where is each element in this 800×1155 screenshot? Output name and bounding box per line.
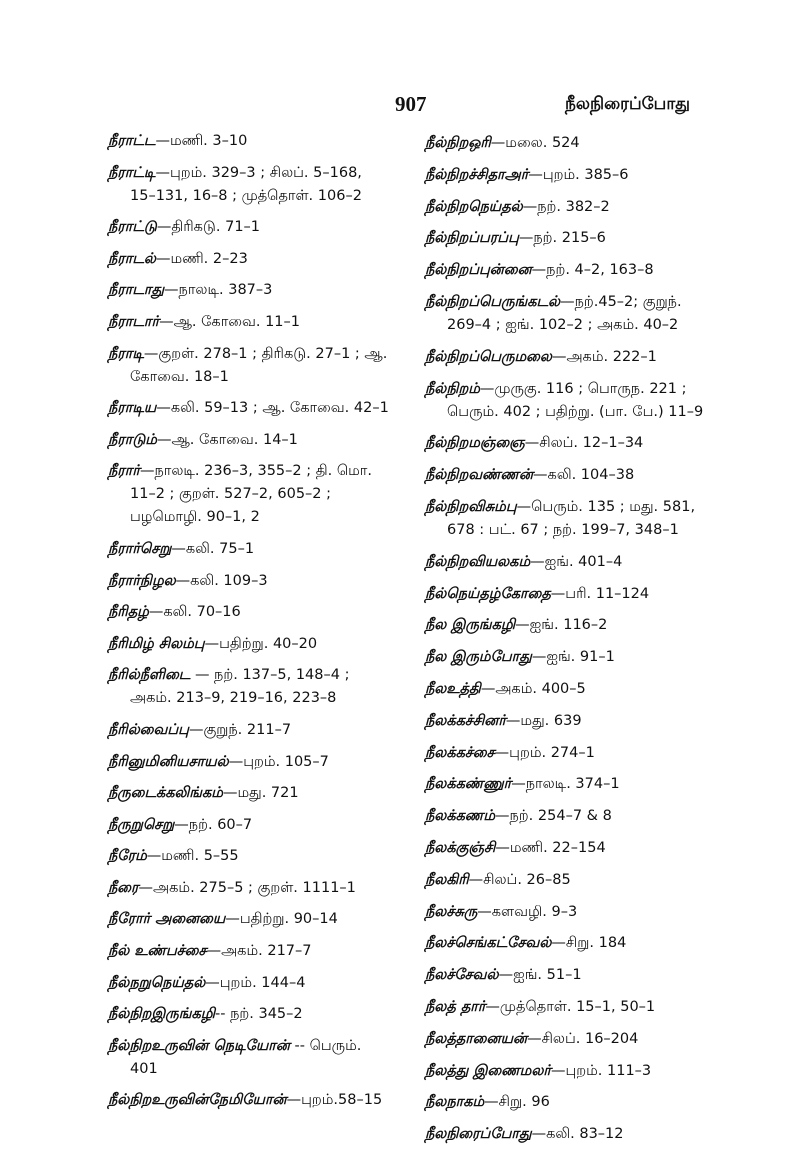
- index-entry: [108, 664, 390, 710]
- entry-reference: —மலை. 524: [490, 135, 580, 151]
- index-entry: [425, 901, 715, 924]
- entry-reference: —மது. 721: [222, 785, 299, 802]
- entry-headword: நீராடாது: [108, 282, 165, 299]
- entry-reference: —அகம். 217–7: [206, 943, 312, 960]
- index-entry: [108, 397, 390, 420]
- entry-reference: —நற். 254–7 & 8: [495, 808, 612, 825]
- index-entry: [425, 1091, 715, 1114]
- entry-headword: நீலச்சேவல்: [425, 967, 499, 984]
- index-entry: [108, 460, 390, 529]
- index-entry: [108, 719, 390, 742]
- right-column: [425, 132, 715, 1155]
- entry-reference: —திரிகடு. 71–1: [156, 219, 261, 236]
- entry-reference: —குறள். 278–1 ; திரிகடு. 27–1 ; ஆ. கோவை. 18–1: [130, 345, 388, 385]
- entry-headword: நீலகிரி: [425, 871, 469, 888]
- page-header: [0, 92, 800, 122]
- entry-reference: —ஆ. கோவை. 14–1: [156, 431, 298, 448]
- entry-headword: நீலக்கச்சை: [425, 744, 495, 761]
- entry-reference: —புறம். 385–6: [528, 166, 629, 183]
- entry-headword: நீரார்: [108, 463, 140, 480]
- entry-reference: —பதிற்று. 90–14: [225, 911, 338, 928]
- entry-headword: நீலக்கச்சினர்: [425, 712, 506, 729]
- index-entry: [425, 869, 715, 892]
- entry-reference: —ஐங். 401–4: [530, 553, 623, 570]
- entry-reference: —சிலப். 12–1–34: [524, 435, 644, 452]
- entry-reference: —புறம்.58–15: [286, 1092, 383, 1109]
- entry-headword: நீரார்நிழல: [108, 572, 176, 589]
- index-entry: [425, 551, 715, 574]
- index-entry: [425, 196, 715, 219]
- entry-headword: நீலக்கண்ணுர்: [425, 776, 512, 793]
- entry-reference: —அகம். 222–1: [551, 348, 657, 365]
- entry-reference: —கலி. 75–1: [171, 540, 255, 557]
- entry-reference: —சிலப். 16–204: [527, 1030, 639, 1047]
- index-entry: [108, 814, 390, 837]
- index-entry: [108, 279, 390, 302]
- index-entry: [425, 742, 715, 765]
- entry-reference: —குறுந். 211–7: [188, 721, 292, 738]
- entry-headword: நீல்நிறஉருவின் நெடியோன்: [108, 1037, 290, 1054]
- entry-reference: —நற். 4–2, 163–8: [531, 262, 654, 279]
- entry-reference: —சிறு. 184: [551, 935, 627, 952]
- index-entry: [425, 710, 715, 733]
- entry-reference: —நற். 60–7: [174, 816, 253, 833]
- entry-reference: —மது. 639: [505, 712, 582, 729]
- index-entry: [108, 130, 390, 153]
- index-entry: [425, 837, 715, 860]
- entry-reference: —நாலடி. 236–3, 355–2 ; தி. மொ. 11–2 ; குறள். 527–2, 605–2 ; பழமொழி. 90–1, 2: [130, 463, 372, 526]
- entry-reference: —கலி. 59–13 ; ஆ. கோவை. 42–1: [156, 400, 389, 417]
- entry-reference: —அகம். 400–5: [480, 680, 586, 697]
- entry-headword: நீரோர் அனையை: [108, 911, 226, 928]
- entry-headword: நீராட்ட: [108, 133, 156, 149]
- entry-reference: —நாலடி. 374–1: [511, 776, 620, 793]
- index-entry: [425, 1060, 715, 1083]
- index-entry: [425, 132, 715, 155]
- entry-headword: நீரிதழ்: [108, 604, 149, 621]
- entry-headword: நீல்நிறமஞ்ஞை: [425, 435, 525, 452]
- entry-reference: —சிறு. 96: [484, 1094, 550, 1111]
- entry-headword: நீலச்செங்கட்சேவல்: [425, 935, 552, 952]
- entry-headword: நீல்நிறப்பரப்பு: [425, 230, 519, 247]
- entry-headword: நீலநிரைப்போது: [425, 1126, 532, 1143]
- index-entry: [108, 538, 390, 561]
- entry-reference: —ஐங். 91–1: [531, 649, 615, 666]
- entry-reference: —நற்.45–2; குறுந். 269–4 ; ஐங். 102–2 ; அகம். 40–2: [447, 293, 682, 333]
- index-entry: [425, 964, 715, 987]
- entry-headword: நீரில்வைப்பு: [108, 721, 189, 738]
- index-entry: [425, 1028, 715, 1051]
- index-entry: [108, 940, 390, 963]
- entry-headword: நீராட்டு: [108, 219, 157, 236]
- index-entry: [425, 805, 715, 828]
- index-entry: [108, 845, 390, 868]
- entry-headword: நீல்நிறப்புன்னை: [425, 262, 532, 279]
- entry-headword: நீராடார்: [108, 313, 160, 330]
- entry-reference: —கலி. 104–38: [533, 467, 635, 484]
- entry-reference: —பரி. 11–124: [550, 585, 650, 602]
- entry-headword: நீலக்கணம்: [425, 808, 495, 825]
- index-entry: [425, 496, 715, 542]
- index-entry: [425, 259, 715, 282]
- index-entry: [425, 164, 715, 187]
- entry-reference: —புறம். 144–4: [205, 974, 306, 991]
- index-entry: [108, 633, 390, 656]
- entry-headword: நீலச்சுரு: [425, 903, 478, 920]
- entry-reference: —நாலடி. 387–3: [164, 282, 273, 299]
- index-entry: [108, 601, 390, 624]
- entry-reference: —புறம். 274–1: [494, 744, 595, 761]
- index-entry: [425, 346, 715, 369]
- index-entry: [425, 614, 715, 637]
- entry-reference: —சிலப். 26–85: [468, 871, 571, 888]
- entry-headword: நீலத் தார்: [425, 998, 486, 1015]
- index-entry: [425, 227, 715, 250]
- entry-headword: நீலநாகம்: [425, 1094, 485, 1111]
- entry-reference: -- பெரும். 401: [130, 1037, 362, 1077]
- entry-reference: —முத்தொள். 15–1, 50–1: [485, 998, 656, 1015]
- entry-reference: -- நற். 345–2: [215, 1006, 303, 1023]
- index-entry: [425, 646, 715, 669]
- index-entry: [108, 1035, 390, 1081]
- entry-headword: நீல்நிறச்சிதாஅர்: [425, 166, 529, 183]
- entry-reference: —நற். 215–6: [518, 230, 606, 247]
- entry-reference: —ஆ. கோவை. 11–1: [159, 313, 301, 330]
- entry-reference: —களவழி. 9–3: [477, 903, 578, 920]
- entry-reference: —முருகு. 116 ; பொருந. 221 ; பெரும். 402 ; பதிற்று. (பா. பே.) 11–9: [447, 380, 704, 420]
- entry-reference: —புறம். 111–3: [550, 1062, 652, 1079]
- running-head: நீலநிரைப்போது: [565, 94, 690, 114]
- entry-headword: நீலத்து இணைமலர்: [425, 1062, 551, 1079]
- entry-reference: —பதிற்று. 40–20: [204, 635, 318, 652]
- index-entry: [425, 378, 715, 424]
- entry-headword: நீல்நெய்தழ்கோதை: [425, 585, 551, 602]
- index-entry: [425, 996, 715, 1019]
- entry-reference: —கலி. 83–12: [531, 1126, 624, 1143]
- entry-headword: நீரிமிழ் சிலம்பு: [108, 635, 205, 652]
- index-entry: [108, 343, 390, 389]
- entry-headword: நீல்நிறநெய்தல்: [425, 198, 523, 215]
- entry-headword: நீலக்குஞ்சி: [425, 839, 496, 856]
- index-entry: [425, 464, 715, 487]
- entry-reference: —புறம். 105–7: [228, 753, 329, 770]
- entry-headword: நீல் உண்பச்சை: [108, 943, 207, 960]
- entry-headword: நீல்நிறம்: [425, 380, 480, 397]
- index-entry: [108, 908, 390, 931]
- entry-headword: நீருடைக்கலிங்கம்: [108, 785, 223, 802]
- entry-headword: நீருறுசெறு: [108, 816, 175, 833]
- entry-headword: நீராடல்: [108, 250, 156, 267]
- entry-reference: —கலி. 70–16: [148, 604, 241, 621]
- entry-headword: நீலத்தானையன்: [425, 1030, 528, 1047]
- index-entry: [108, 162, 390, 208]
- entry-headword: நீல்நிறஉருவின்நேமியோன்: [108, 1092, 287, 1109]
- index-entry: [425, 583, 715, 606]
- entry-headword: நீராடி: [108, 345, 144, 362]
- entry-reference: —அகம். 275–5 ; குறள். 1111–1: [138, 879, 356, 896]
- entry-headword: நீரேம்: [108, 848, 147, 865]
- index-entry: [108, 751, 390, 774]
- entry-headword: நீல்நிறப்பெருங்கடல்: [425, 293, 561, 310]
- index-entry: [108, 429, 390, 452]
- index-entry: [108, 570, 390, 593]
- entry-headword: நீரில்நீளிடை: [108, 667, 191, 684]
- entry-headword: நீராடிய: [108, 400, 157, 417]
- index-entry: [108, 1089, 390, 1112]
- index-entry: [425, 773, 715, 796]
- entry-headword: நீரை: [108, 879, 139, 896]
- entry-reference: —நற். 382–2: [522, 198, 610, 215]
- entry-reference: —பெரும். 135 ; மது. 581, 678 : பட். 67 ; நற். 199–7, 348–1: [447, 498, 696, 538]
- entry-reference: —புறம். 329–3 ; சிலப். 5–168, 15–131, 16–8 ; முத்தொள். 106–2: [130, 164, 362, 204]
- column-gutter: [400, 140, 401, 1000]
- entry-reference: —மணி. 2–23: [155, 250, 248, 267]
- entry-headword: நீல்நிறப்பெருமலை: [425, 348, 552, 365]
- entry-reference: —ஐங். 116–2: [515, 617, 608, 634]
- index-entry: [108, 216, 390, 239]
- entry-headword: நீராட்டி: [108, 164, 156, 181]
- entry-reference: —கலி. 109–3: [175, 572, 268, 589]
- entry-reference: —ஐங். 51–1: [498, 967, 582, 984]
- entry-reference: —மணி. 3–10: [155, 133, 248, 149]
- index-entry: [108, 311, 390, 334]
- index-entry: [108, 248, 390, 271]
- index-entry: [108, 972, 390, 995]
- index-entry: [108, 877, 390, 900]
- entry-headword: நீலஉத்தி: [425, 680, 481, 697]
- entry-headword: நீல்நிறவியலகம்: [425, 553, 531, 570]
- index-entry: [425, 1123, 715, 1146]
- index-entry: [425, 432, 715, 455]
- entry-headword: நீல்நறுநெய்தல்: [108, 974, 206, 991]
- page-number: 907: [395, 92, 427, 116]
- entry-headword: நீல இருங்கழி: [425, 617, 516, 634]
- entry-headword: நீல்நிறஒரி: [425, 135, 491, 151]
- index-entry: [108, 1003, 390, 1026]
- entry-headword: நீல்நிறவண்ணன்: [425, 467, 534, 484]
- entry-reference: — நற். 137–5, 148–4 ; அகம். 213–9, 219–16, 223–8: [130, 667, 350, 707]
- entry-reference: —மணி. 5–55: [146, 848, 239, 865]
- entry-headword: நீல்நிறஇருங்கழி: [108, 1006, 215, 1023]
- index-entry: [425, 932, 715, 955]
- entry-headword: நீராடும்: [108, 431, 157, 448]
- index-entry: [108, 782, 390, 805]
- entry-headword: நீல இரும்போது: [425, 649, 532, 666]
- entry-headword: நீரார்செறு: [108, 540, 172, 557]
- entry-headword: நீரினுமினியசாயல்: [108, 753, 229, 770]
- entry-headword: நீல்நிறவிசும்பு: [425, 498, 517, 515]
- entry-reference: —மணி. 22–154: [495, 839, 606, 856]
- index-entry: [425, 678, 715, 701]
- left-column: [108, 130, 390, 1121]
- index-entry: [425, 291, 715, 337]
